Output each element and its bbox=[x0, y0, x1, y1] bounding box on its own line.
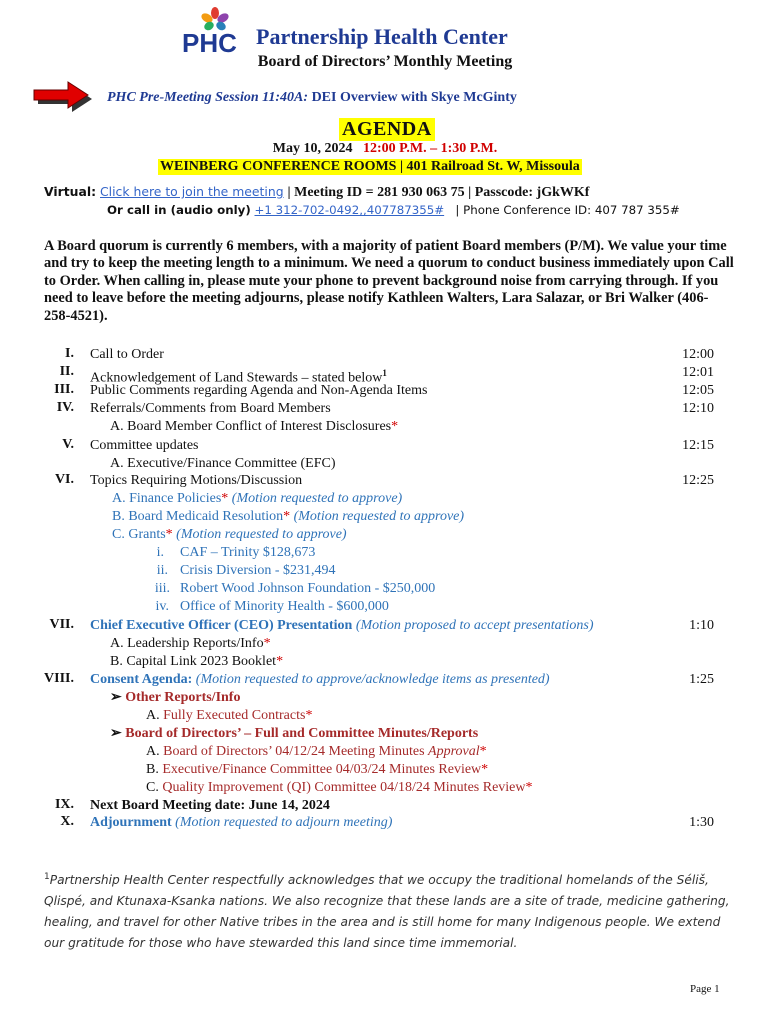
item-text: Adjournment bbox=[90, 815, 172, 830]
agenda-item-committee-updates: Committee updates bbox=[90, 438, 199, 453]
sub-item-efc: A. Executive/Finance Committee (EFC) bbox=[110, 456, 336, 471]
star-mark: * bbox=[305, 708, 313, 723]
star-mark: * bbox=[479, 744, 487, 759]
sub-item-bod-minutes bbox=[146, 744, 487, 760]
agenda-title: AGENDA bbox=[339, 118, 435, 141]
item-letter: A. bbox=[146, 708, 160, 723]
item-text: Capital Link 2023 Booklet bbox=[126, 654, 277, 669]
item-text: Other Reports/Info bbox=[125, 690, 241, 705]
bullet-arrow-icon: ➢ bbox=[110, 690, 122, 705]
star-mark: * bbox=[525, 780, 533, 795]
sub-item-efc-minutes bbox=[146, 762, 488, 778]
motion-note: (Motion requested to approve) bbox=[172, 527, 347, 542]
join-meeting-link[interactable]: Click here to join the meeting bbox=[100, 184, 284, 199]
grant-caf: CAF – Trinity $128,673 bbox=[180, 545, 316, 560]
section-other-reports bbox=[110, 690, 240, 706]
call-label: Or call in (audio only) bbox=[107, 203, 251, 217]
virtual-label: Virtual: bbox=[44, 184, 97, 199]
call-line bbox=[107, 203, 680, 217]
sub-item-grants bbox=[112, 527, 347, 543]
item-text: Board of Directors’ 04/12/24 Meeting Minutes bbox=[163, 744, 429, 759]
motion-note: (Motion requested to adjourn meeting) bbox=[171, 815, 393, 830]
phone-conference-id: | Phone Conference ID: 407 787 355# bbox=[455, 203, 680, 217]
approval-label: Approval bbox=[428, 744, 480, 759]
item-text: Quality Improvement (QI) Committee 04/18/24 Minutes Review bbox=[162, 780, 526, 795]
agenda-item-ceo-presentation bbox=[90, 618, 594, 634]
meeting-title: Board of Directors’ Monthly Meeting bbox=[257, 53, 513, 70]
sub-item-capital-link bbox=[110, 654, 283, 670]
footnote-text: Partnership Health Center respectfully acknowledges that we occupy the traditional homelands of the Séliš, Qlispé, and Ktunaxa-Ksanka nations. We also recognize that these lands are a site of trade, medicine gathering, healing, and travel for other Native tribes in the area and is still home for many Indigenous people. We extend our gratitude for those who have stewarded this land since time immemorial. bbox=[44, 873, 730, 951]
grant-number: iv. bbox=[155, 599, 169, 614]
item-number: VI. bbox=[54, 472, 74, 487]
item-number: III. bbox=[54, 382, 74, 397]
item-letter: A. bbox=[110, 636, 124, 651]
footnote-marker: 1 bbox=[44, 872, 50, 882]
virtual-line bbox=[44, 184, 589, 201]
call-number-link[interactable]: +1 312-702-0492,,407787355# bbox=[254, 203, 445, 217]
land-acknowledgement-footnote bbox=[44, 867, 734, 954]
sub-item-qi-minutes bbox=[146, 780, 533, 796]
star-mark: * bbox=[263, 636, 271, 651]
star-mark: * bbox=[165, 527, 173, 542]
item-time: 1:30 bbox=[689, 815, 714, 830]
motion-note: (Motion requested to approve/acknowledge items as presented) bbox=[192, 672, 550, 687]
item-time: 12:25 bbox=[682, 473, 714, 488]
date-line bbox=[0, 141, 770, 157]
star-mark: * bbox=[481, 762, 489, 777]
item-letter: C. bbox=[112, 527, 125, 542]
agenda-item-adjournment bbox=[90, 815, 392, 831]
meeting-location: WEINBERG CONFERENCE ROOMS | 401 Railroad St. W, Missoula bbox=[160, 159, 580, 174]
item-time: 12:15 bbox=[682, 438, 714, 453]
sub-item-leadership-reports bbox=[110, 636, 271, 652]
bullet-arrow-icon: ➢ bbox=[110, 726, 122, 741]
item-number: X. bbox=[60, 814, 74, 829]
agenda-item-consent-agenda bbox=[90, 672, 550, 688]
pre-session bbox=[107, 90, 517, 106]
item-text: Finance Policies bbox=[129, 491, 222, 506]
item-letter: A. bbox=[112, 491, 126, 506]
meeting-time: 12:00 P.M. – 1:30 P.M. bbox=[362, 141, 498, 156]
agenda-item-next-meeting: Next Board Meeting date: June 14, 2024 bbox=[90, 798, 330, 813]
item-text: Consent Agenda: bbox=[90, 672, 193, 687]
meeting-date: May 10, 2024 bbox=[272, 141, 353, 156]
grant-minority-health: Office of Minority Health - $600,000 bbox=[180, 599, 389, 614]
agenda-item-motions: Topics Requiring Motions/Discussion bbox=[90, 473, 303, 488]
sub-item-conflict-of-interest bbox=[110, 419, 398, 435]
sub-item-finance-policies bbox=[112, 491, 402, 507]
item-number: VII. bbox=[49, 617, 74, 632]
logo-text: PHC bbox=[182, 28, 237, 54]
grant-number: ii. bbox=[156, 563, 168, 578]
item-time: 1:25 bbox=[689, 672, 714, 687]
agenda-item-call-to-order: Call to Order bbox=[90, 347, 164, 362]
item-text: Board Medicaid Resolution bbox=[128, 509, 284, 524]
motion-note: (Motion requested to approve) bbox=[228, 491, 403, 506]
grant-number: i. bbox=[156, 545, 164, 560]
item-time: 1:10 bbox=[689, 618, 714, 633]
star-mark: * bbox=[391, 419, 399, 434]
agenda-item-public-comments: Public Comments regarding Agenda and Non-Agenda Items bbox=[90, 383, 428, 398]
item-number: V. bbox=[62, 437, 74, 452]
sub-item-medicaid-resolution bbox=[112, 509, 464, 525]
item-number: IV. bbox=[56, 400, 74, 415]
item-time: 12:01 bbox=[682, 365, 714, 380]
star-mark: * bbox=[283, 509, 291, 524]
item-text: Board of Directors’ – Full and Committee Minutes/Reports bbox=[125, 726, 479, 741]
item-text: Fully Executed Contracts bbox=[163, 708, 306, 723]
grant-crisis-diversion: Crisis Diversion - $231,494 bbox=[180, 563, 336, 578]
item-number: II. bbox=[59, 364, 74, 379]
sub-item-executed-contracts bbox=[146, 708, 312, 724]
item-time: 12:10 bbox=[682, 401, 714, 416]
item-text: Acknowledgement of Land Stewards – stated below bbox=[90, 370, 383, 386]
section-bod-minutes bbox=[110, 726, 478, 742]
item-text: Chief Executive Officer (CEO) Presentation bbox=[90, 618, 353, 633]
motion-note: (Motion proposed to accept presentations) bbox=[352, 618, 594, 633]
pre-session-text: DEI Overview with Skye McGinty bbox=[308, 90, 517, 105]
item-number: IX. bbox=[54, 797, 74, 812]
item-text: Leadership Reports/Info bbox=[127, 636, 264, 651]
phc-logo bbox=[180, 6, 250, 54]
item-letter: B. bbox=[110, 654, 123, 669]
star-mark: * bbox=[276, 654, 284, 669]
footnote-ref: 1 bbox=[382, 368, 387, 378]
meeting-id: | Meeting ID = 281 930 063 75 | Passcode: jGkWKf bbox=[287, 185, 590, 200]
item-letter: B. bbox=[112, 509, 125, 524]
item-number: VIII. bbox=[44, 671, 74, 686]
item-text: Executive/Finance Committee 04/03/24 Minutes Review bbox=[162, 762, 482, 777]
grant-rwj-foundation: Robert Wood Johnson Foundation - $250,000 bbox=[180, 581, 436, 596]
item-text: Grants bbox=[128, 527, 166, 542]
item-number: I. bbox=[65, 346, 74, 361]
item-letter: B. bbox=[146, 762, 159, 777]
agenda-item-referrals: Referrals/Comments from Board Members bbox=[90, 401, 331, 416]
motion-note: (Motion requested to approve) bbox=[290, 509, 465, 524]
grant-number: iii. bbox=[154, 581, 170, 596]
star-mark: * bbox=[221, 491, 229, 506]
item-text: A. Board Member Conflict of Interest Disclosures bbox=[110, 419, 392, 434]
quorum-notice: A Board quorum is currently 6 members, with a majority of patient Board members (P/M). We value your time and try to keep the meeting length to a minimum. We need a quorum to conduct business immediately upon Call to Order. When calling in, please mute your phone to prevent background noise from carrying through. If you need to leave before the meeting adjourns, please notify Kathleen Walters, Lara Salazar, or Bri Walker (406-258-4521). bbox=[44, 238, 734, 324]
page-number: Page 1 bbox=[690, 983, 720, 995]
item-time: 12:05 bbox=[682, 383, 714, 398]
item-letter: A. bbox=[146, 744, 160, 759]
item-time: 12:00 bbox=[682, 347, 714, 362]
item-letter: C. bbox=[146, 780, 159, 795]
arrow-right-icon bbox=[32, 80, 94, 114]
pre-session-label: PHC Pre-Meeting Session 11:40A: bbox=[107, 90, 309, 105]
org-name: Partnership Health Center bbox=[256, 24, 508, 49]
